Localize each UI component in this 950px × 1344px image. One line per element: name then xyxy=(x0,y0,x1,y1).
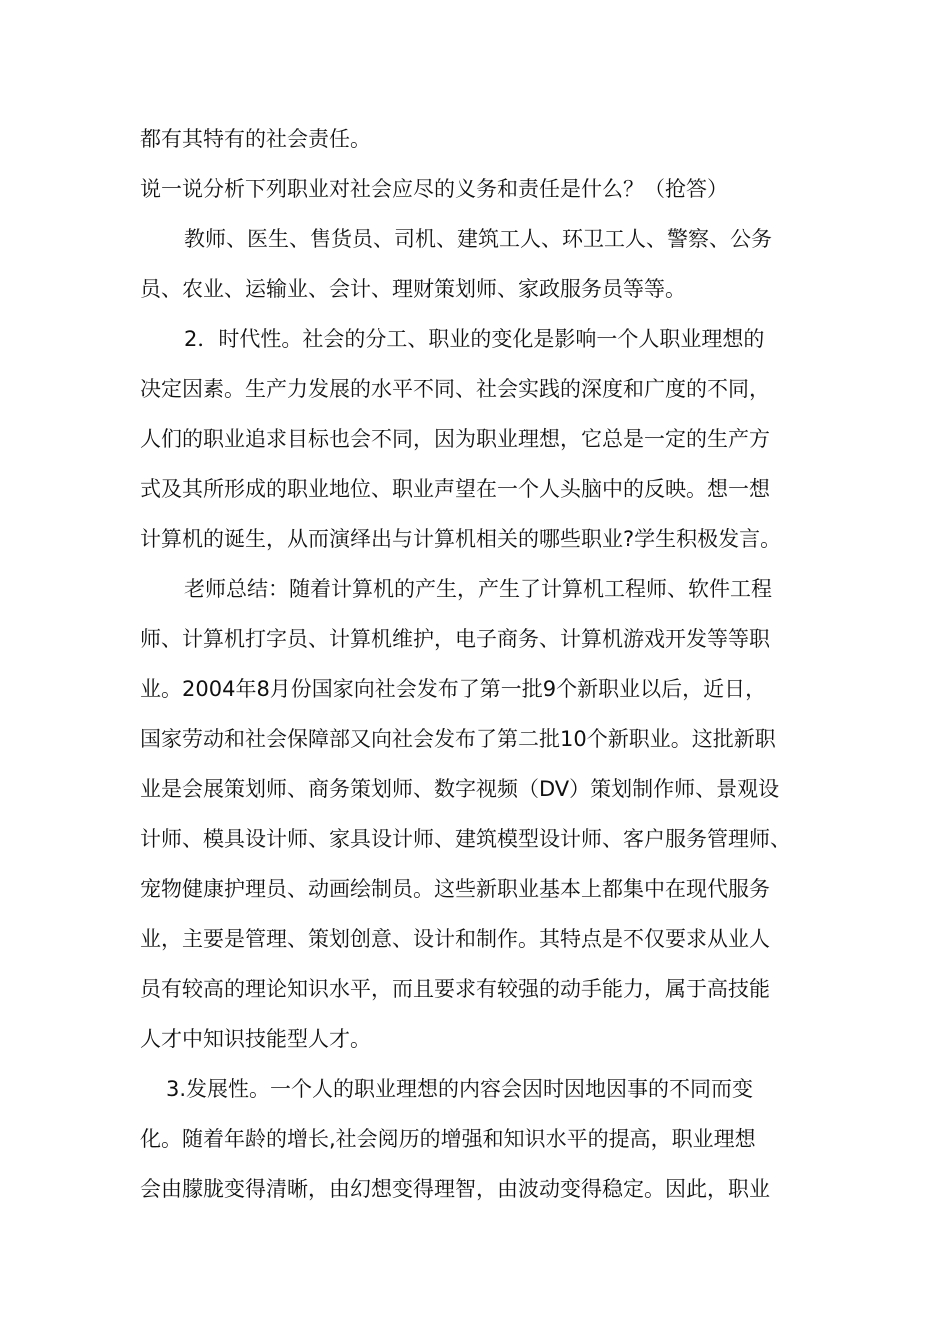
paragraph-start-line: 老师总结：随着计算机的产生，产生了计算机工程师、软件工程 xyxy=(184,577,772,601)
paragraph-start-line: 3.发展性。一个人的职业理想的内容会因时因地因事的不同而变 xyxy=(166,1077,754,1101)
text-line: 人才中知识技能型人才。 xyxy=(140,1027,371,1051)
text-line: 师、计算机打字员、计算机维护，电子商务、计算机游戏开发等等职 xyxy=(140,627,770,651)
text-line: 业是会展策划师、商务策划师、数字视频（DV）策划制作师、景观设 xyxy=(140,777,780,801)
text-line: 计算机的诞生，从而演绎出与计算机相关的哪些职业?学生积极发言。 xyxy=(140,527,782,551)
text-line: 业。2004年8月份国家向社会发布了第一批9个新职业以后，近日， xyxy=(140,677,767,701)
text-line: 化。随着年龄的增长,社会阅历的增强和知识水平的提高，职业理想 xyxy=(140,1127,756,1151)
text-line: 业，主要是管理、策划创意、设计和制作。其特点是不仅要求从业人 xyxy=(140,927,770,951)
text-line: 决定因素。生产力发展的水平不同、社会实践的深度和广度的不同， xyxy=(140,377,770,401)
text-line: 员、农业、运输业、会计、理财策划师、家政服务员等等。 xyxy=(140,277,686,301)
text-line: 式及其所形成的职业地位、职业声望在一个人头脑中的反映。想一想 xyxy=(140,477,770,501)
text-line: 宠物健康护理员、动画绘制员。这些新职业基本上都集中在现代服务 xyxy=(140,877,770,901)
paragraph-start-line: 2．时代性。社会的分工、职业的变化是影响一个人职业理想的 xyxy=(184,327,765,351)
text-line: 会由朦胧变得清晰，由幻想变得理智，由波动变得稳定。因此，职业 xyxy=(140,1177,770,1201)
text-line: 计师、模具设计师、家具设计师、建筑模型设计师、客户服务管理师、 xyxy=(140,827,791,851)
text-line: 说一说分析下列职业对社会应尽的义务和责任是什么？（抢答） xyxy=(140,177,728,201)
paragraph-start-line: 教师、医生、售货员、司机、建筑工人、环卫工人、警察、公务 xyxy=(184,227,772,251)
text-line: 都有其特有的社会责任。 xyxy=(140,127,371,151)
text-line: 员有较高的理论知识水平，而且要求有较强的动手能力，属于高技能 xyxy=(140,977,770,1001)
text-line: 国家劳动和社会保障部又向社会发布了第二批10个新职业。这批新职 xyxy=(140,727,776,751)
text-line: 人们的职业追求目标也会不同，因为职业理想，它总是一定的生产方 xyxy=(140,427,770,451)
